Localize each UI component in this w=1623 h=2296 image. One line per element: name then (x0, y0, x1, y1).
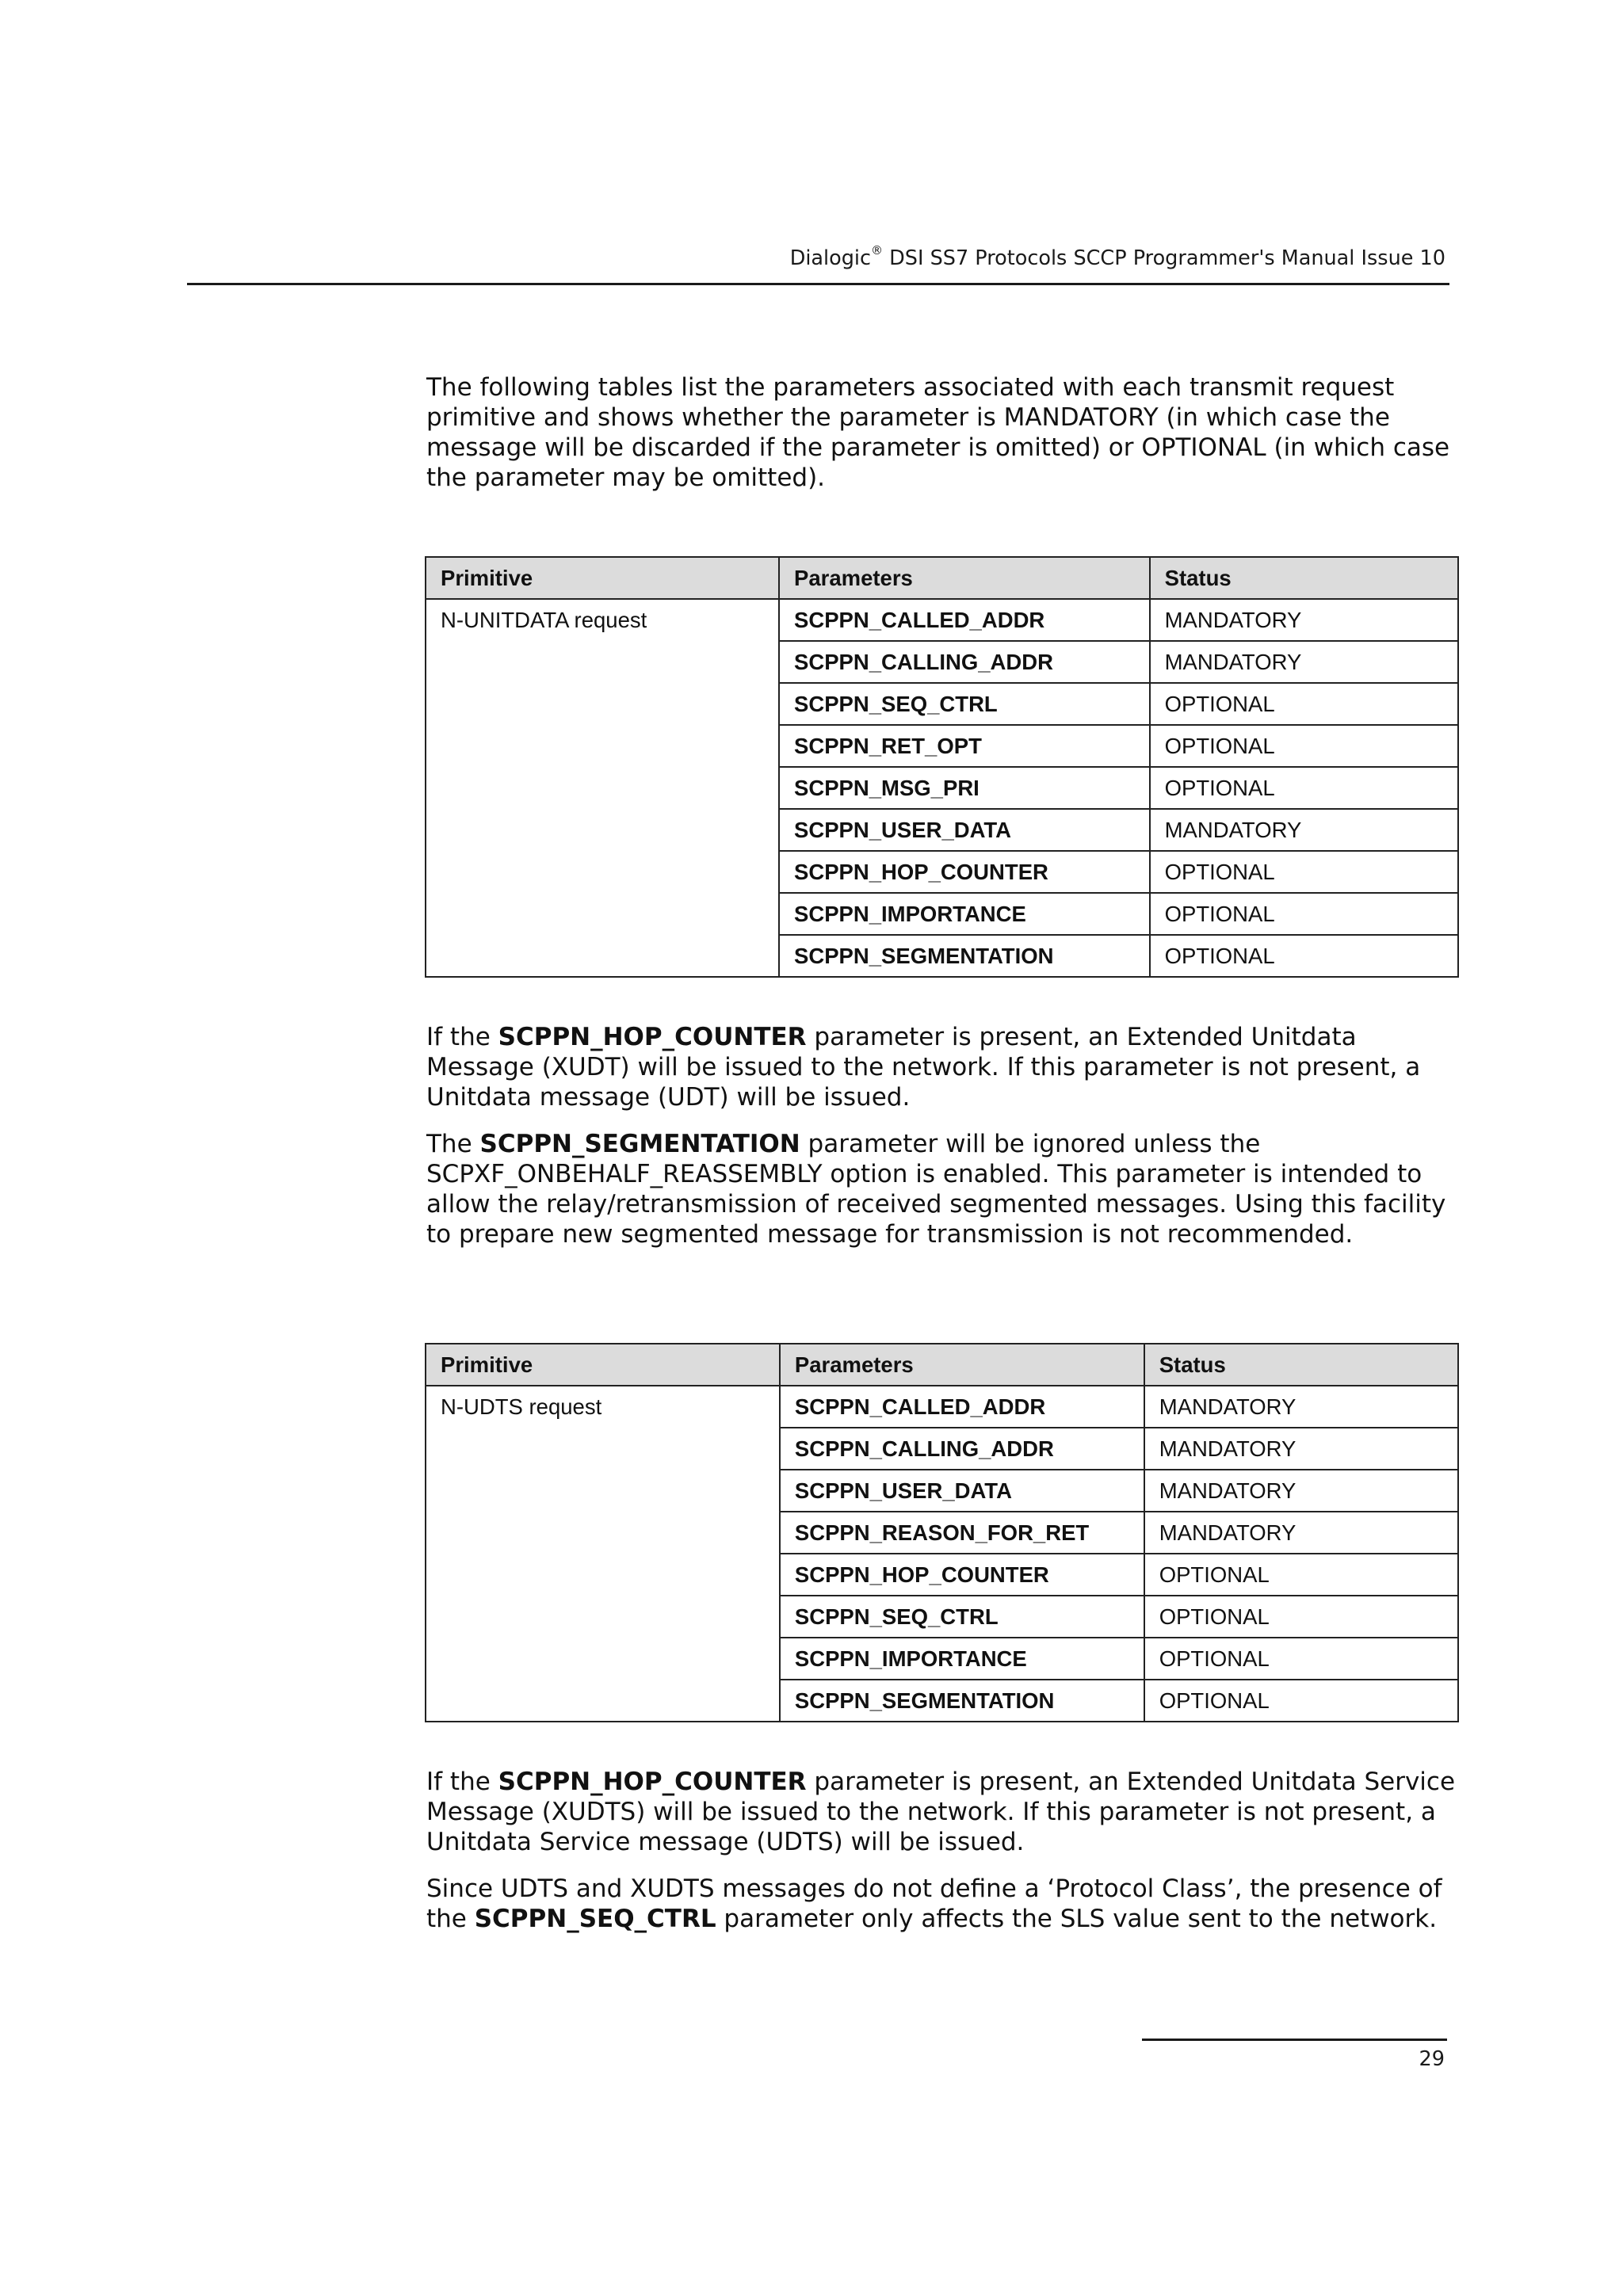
parameter-cell: SCPPN_USER_DATA (780, 1470, 1144, 1512)
table-header-row (426, 557, 1458, 599)
status-cell: OPTIONAL (1144, 1554, 1458, 1596)
status-cell: OPTIONAL (1150, 683, 1458, 725)
intro-paragraph: The following tables list the parameters associated with each transmit request primitive and shows whether the parameter is MANDATORY (in which case the message will be discarded if the parameter is omitted) or OPTIONAL (in which case the parameter may be omitted). (426, 373, 1450, 492)
status-cell: MANDATORY (1150, 599, 1458, 641)
column-header-parameters: Parameters (780, 1344, 1144, 1386)
parameter-cell: SCPPN_CALLED_ADDR (779, 599, 1150, 641)
table-row (426, 599, 1458, 641)
status-cell: OPTIONAL (1150, 767, 1458, 809)
parameter-cell: SCPPN_SEQ_CTRL (779, 683, 1150, 725)
parameter-cell: SCPPN_CALLING_ADDR (779, 641, 1150, 683)
status-cell: OPTIONAL (1150, 725, 1458, 767)
parameter-cell: SCPPN_SEGMENTATION (780, 1680, 1144, 1722)
parameter-cell: SCPPN_HOP_COUNTER (779, 851, 1150, 893)
status-cell: MANDATORY (1150, 641, 1458, 683)
paragraph-text: The (426, 1130, 480, 1158)
udts-parameters-table (425, 1343, 1459, 1722)
header-title (789, 243, 1445, 270)
status-cell: MANDATORY (1144, 1470, 1458, 1512)
paragraph-text: parameter is present, an Extended Unitdata Message (XUDT) will be issued to the network. If this parameter is not present, a Unitdata message (UDT) will be issued. (426, 1023, 1421, 1112)
parameter-cell: SCPPN_HOP_COUNTER (780, 1554, 1144, 1596)
parameter-cell: SCPPN_CALLING_ADDR (780, 1428, 1144, 1470)
column-header-status: Status (1144, 1344, 1458, 1386)
parameter-cell: SCPPN_IMPORTANCE (779, 893, 1150, 935)
unitdata-parameters-table (425, 556, 1459, 978)
parameter-cell: SCPPN_MSG_PRI (779, 767, 1150, 809)
parameter-cell: SCPPN_USER_DATA (779, 809, 1150, 851)
status-cell: MANDATORY (1150, 809, 1458, 851)
paragraph-text: parameter only affects the SLS value sent to the network. (716, 1905, 1438, 1933)
registered-mark: ® (871, 243, 884, 257)
status-cell: OPTIONAL (1150, 935, 1458, 977)
header-rule (187, 283, 1449, 285)
parameter-cell: SCPPN_REASON_FOR_RET (780, 1512, 1144, 1554)
hop-counter-xudt-paragraph (426, 1022, 1457, 1112)
status-cell: OPTIONAL (1150, 851, 1458, 893)
paragraph-text: Since UDTS and XUDTS messages do not define a ‘Protocol Class’, the presence of the (426, 1875, 1442, 1933)
seq-ctrl-paragraph (426, 1874, 1457, 1934)
parameter-cell: SCPPN_SEGMENTATION (779, 935, 1150, 977)
primitive-cell: N-UDTS request (426, 1386, 780, 1722)
paragraph-text: If the (426, 1023, 498, 1051)
table-header-row (426, 1344, 1458, 1386)
header-title-rest: DSI SS7 Protocols SCCP Programmer's Manual Issue 10 (883, 246, 1445, 270)
parameter-cell: SCPPN_RET_OPT (779, 725, 1150, 767)
parameter-name: SCPPN_HOP_COUNTER (498, 1023, 807, 1051)
column-header-status: Status (1150, 557, 1458, 599)
status-cell: MANDATORY (1144, 1512, 1458, 1554)
status-cell: OPTIONAL (1144, 1638, 1458, 1680)
parameter-cell: SCPPN_SEQ_CTRL (780, 1596, 1144, 1638)
footer-rule (1142, 2039, 1447, 2041)
parameter-cell: SCPPN_CALLED_ADDR (780, 1386, 1144, 1428)
segmentation-paragraph (426, 1129, 1457, 1249)
column-header-primitive: Primitive (426, 1344, 780, 1386)
page-number: 29 (1419, 2047, 1445, 2071)
table-row (426, 1386, 1458, 1428)
status-cell: MANDATORY (1144, 1386, 1458, 1428)
primitive-cell: N-UNITDATA request (426, 599, 779, 977)
status-cell: MANDATORY (1144, 1428, 1458, 1470)
parameter-name: SCPPN_SEGMENTATION (479, 1130, 800, 1158)
parameter-cell: SCPPN_IMPORTANCE (780, 1638, 1144, 1680)
header-brand: Dialogic (789, 246, 872, 270)
column-header-parameters: Parameters (779, 557, 1150, 599)
paragraph-text: parameter will be ignored unless the SCPXF_ONBEHALF_REASSEMBLY option is enabled. This parameter is intended to allow the relay/retransmission of received segmented messages. Using this facility to prepare new segmented message for transmission is not recommended. (426, 1130, 1446, 1249)
hop-counter-xudts-paragraph (426, 1767, 1457, 1857)
status-cell: OPTIONAL (1144, 1596, 1458, 1638)
parameter-name: SCPPN_SEQ_CTRL (474, 1905, 716, 1933)
parameter-name: SCPPN_HOP_COUNTER (498, 1768, 807, 1796)
status-cell: OPTIONAL (1150, 893, 1458, 935)
column-header-primitive: Primitive (426, 557, 779, 599)
paragraph-text: If the (426, 1768, 498, 1796)
paragraph-text: parameter is present, an Extended Unitdata Service Message (XUDTS) will be issued to the network. If this parameter is not present, a Unitdata Service message (UDTS) will be issued. (426, 1768, 1456, 1856)
status-cell: OPTIONAL (1144, 1680, 1458, 1722)
